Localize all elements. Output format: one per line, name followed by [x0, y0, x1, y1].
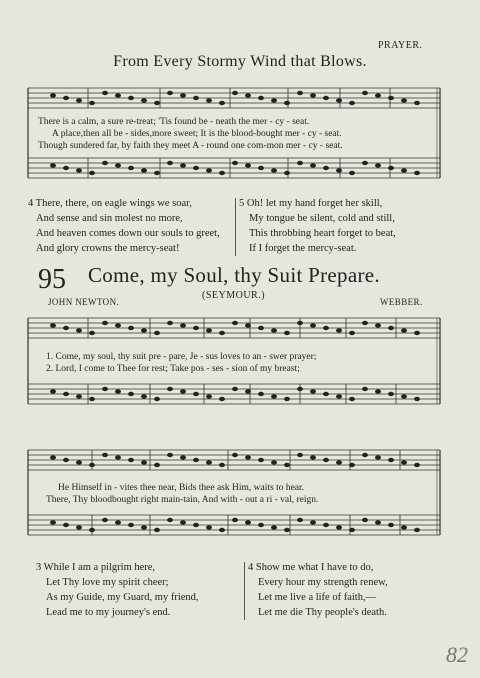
- note-head: [414, 397, 420, 401]
- note-head: [180, 93, 186, 97]
- note-head: [128, 326, 134, 330]
- note-head: [115, 323, 121, 327]
- note-head: [206, 525, 212, 529]
- page-label: PRAYER.: [378, 40, 423, 51]
- page-number: 82: [446, 642, 468, 667]
- stanza-line: As my Guide, my Guard, my friend,: [46, 592, 199, 603]
- note-head: [141, 394, 147, 398]
- note-head: [323, 458, 329, 462]
- note-head: [76, 98, 82, 102]
- note-head: [193, 523, 199, 527]
- note-head: [336, 328, 342, 332]
- stanza-line: Lead me to my journey's end.: [46, 607, 171, 618]
- note-head: [206, 328, 212, 332]
- note-head: [362, 387, 368, 391]
- note-head: [284, 528, 290, 532]
- note-head: [206, 168, 212, 172]
- note-head: [336, 460, 342, 464]
- note-head: [232, 161, 238, 165]
- note-head: [388, 326, 394, 330]
- note-head: [271, 525, 277, 529]
- note-head: [310, 323, 316, 327]
- note-head: [284, 101, 290, 105]
- note-head: [154, 397, 160, 401]
- note-head: [115, 455, 121, 459]
- note-head: [167, 387, 173, 391]
- stanza-4b: [248, 560, 388, 620]
- note-head: [102, 387, 108, 391]
- note-head: [76, 460, 82, 464]
- note-head: [128, 523, 134, 527]
- lyric-line: 1. Come, my soul, thy suit pre - pare, Je - sus loves to an - swer prayer;: [46, 352, 317, 362]
- note-head: [310, 163, 316, 167]
- note-head: [193, 392, 199, 396]
- note-head: [336, 98, 342, 102]
- note-head: [401, 328, 407, 332]
- note-head: [219, 397, 225, 401]
- note-head: [63, 96, 69, 100]
- note-head: [102, 453, 108, 457]
- note-head: [76, 168, 82, 172]
- stanza-line: My tongue be silent, cold and still,: [249, 213, 395, 224]
- note-head: [50, 163, 56, 167]
- note-head: [232, 387, 238, 391]
- note-head: [271, 98, 277, 102]
- note-head: [232, 321, 238, 325]
- note-head: [154, 171, 160, 175]
- note-head: [245, 163, 251, 167]
- note-head: [323, 523, 329, 527]
- note-head: [167, 321, 173, 325]
- note-head: [258, 166, 264, 170]
- note-head: [154, 331, 160, 335]
- note-head: [89, 528, 95, 532]
- note-head: [297, 91, 303, 95]
- note-head: [154, 101, 160, 105]
- note-head: [375, 93, 381, 97]
- lyric-line: 2. Lord, I come to Thee for rest; Take pos - ses - sion of my breast;: [46, 364, 300, 374]
- note-head: [193, 458, 199, 462]
- note-head: [115, 520, 121, 524]
- lyric-line: Though sundered far, by faith they meet A - round one com-mon mer - cy - seat.: [38, 141, 343, 151]
- note-head: [102, 518, 108, 522]
- note-head: [245, 455, 251, 459]
- note-head: [258, 392, 264, 396]
- note-head: [193, 166, 199, 170]
- note-head: [375, 389, 381, 393]
- note-head: [349, 463, 355, 467]
- note-head: [310, 520, 316, 524]
- note-head: [388, 166, 394, 170]
- note-head: [271, 394, 277, 398]
- note-head: [128, 392, 134, 396]
- stanza-line: This throbbing heart forget to beat,: [249, 228, 396, 239]
- note-head: [180, 163, 186, 167]
- author: JOHN NEWTON.: [48, 297, 120, 307]
- stanza-line: 3 While I am a pilgrim here,: [36, 562, 156, 573]
- note-head: [375, 163, 381, 167]
- stanza-line: And glory crowns the mercy-seat!: [36, 243, 180, 254]
- note-head: [323, 392, 329, 396]
- note-head: [76, 328, 82, 332]
- note-head: [349, 331, 355, 335]
- note-head: [349, 528, 355, 532]
- note-head: [388, 96, 394, 100]
- note-head: [193, 96, 199, 100]
- note-head: [414, 101, 420, 105]
- note-head: [284, 331, 290, 335]
- note-head: [141, 98, 147, 102]
- note-head: [245, 389, 251, 393]
- note-head: [297, 518, 303, 522]
- note-head: [206, 394, 212, 398]
- note-head: [362, 161, 368, 165]
- hymn-title: Come, my Soul, thy Suit Prepare.: [88, 263, 380, 287]
- note-head: [219, 101, 225, 105]
- note-head: [141, 328, 147, 332]
- note-head: [297, 453, 303, 457]
- note-head: [206, 460, 212, 464]
- note-head: [206, 98, 212, 102]
- note-head: [323, 326, 329, 330]
- note-head: [89, 171, 95, 175]
- note-head: [102, 321, 108, 325]
- note-head: [128, 458, 134, 462]
- note-head: [63, 166, 69, 170]
- note-head: [258, 96, 264, 100]
- note-head: [375, 455, 381, 459]
- note-head: [63, 458, 69, 462]
- stanza-line: Let me live a life of faith,—: [258, 592, 377, 603]
- note-head: [284, 397, 290, 401]
- note-head: [50, 323, 56, 327]
- note-head: [167, 91, 173, 95]
- note-head: [414, 331, 420, 335]
- note-head: [349, 397, 355, 401]
- stanza-line: Let me die Thy people's death.: [258, 607, 387, 618]
- note-head: [284, 171, 290, 175]
- stanza-line: Let Thy love my spirit cheer;: [46, 577, 169, 588]
- note-head: [297, 321, 303, 325]
- note-head: [141, 168, 147, 172]
- note-head: [76, 394, 82, 398]
- divider: [244, 562, 245, 620]
- note-head: [219, 528, 225, 532]
- note-head: [349, 171, 355, 175]
- lyric-line: There is a calm, a sure re-treat; 'Tis found be - neath the mer - cy - seat.: [38, 117, 310, 127]
- note-head: [219, 463, 225, 467]
- note-head: [50, 520, 56, 524]
- stanza-line: 5 Oh! let my hand forget her skill,: [239, 198, 383, 209]
- note-head: [258, 458, 264, 462]
- note-head: [128, 96, 134, 100]
- note-head: [180, 389, 186, 393]
- lyric-line: A place,then all be - sides,more sweet; It is the blood-bought mer - cy - seat.: [52, 129, 342, 139]
- note-head: [271, 168, 277, 172]
- note-head: [167, 161, 173, 165]
- stanza-line: And heaven comes down our souls to greet,: [36, 228, 220, 239]
- stanza-3: [36, 560, 199, 620]
- note-head: [180, 455, 186, 459]
- note-head: [336, 525, 342, 529]
- note-head: [232, 518, 238, 522]
- note-head: [193, 326, 199, 330]
- note-head: [167, 453, 173, 457]
- stanza-line: And sense and sin molest no more,: [36, 213, 183, 224]
- note-head: [297, 387, 303, 391]
- note-head: [297, 161, 303, 165]
- note-head: [141, 525, 147, 529]
- note-head: [232, 91, 238, 95]
- note-head: [245, 93, 251, 97]
- note-head: [89, 331, 95, 335]
- note-head: [180, 520, 186, 524]
- note-head: [414, 528, 420, 532]
- note-head: [323, 166, 329, 170]
- note-head: [115, 163, 121, 167]
- note-head: [284, 463, 290, 467]
- note-head: [89, 397, 95, 401]
- note-head: [219, 171, 225, 175]
- stanza-line: If I forget the mercy-seat.: [249, 243, 357, 254]
- note-head: [102, 161, 108, 165]
- note-head: [50, 455, 56, 459]
- note-head: [362, 321, 368, 325]
- lyric-line: There, Thy bloodbought right main-tain, And with - out a ri - val, reign.: [46, 495, 319, 505]
- note-head: [401, 98, 407, 102]
- note-head: [63, 392, 69, 396]
- note-head: [310, 389, 316, 393]
- note-head: [245, 520, 251, 524]
- note-head: [401, 394, 407, 398]
- note-head: [63, 326, 69, 330]
- note-head: [76, 525, 82, 529]
- note-head: [362, 453, 368, 457]
- note-head: [362, 518, 368, 522]
- note-head: [180, 323, 186, 327]
- note-head: [336, 394, 342, 398]
- stanza-4: [28, 196, 220, 256]
- note-head: [258, 523, 264, 527]
- note-head: [388, 392, 394, 396]
- note-head: [154, 528, 160, 532]
- stanza-5: [239, 196, 396, 256]
- stanza-line: Every hour my strength renew,: [258, 577, 388, 588]
- hymn-number: 95: [38, 264, 66, 295]
- note-head: [258, 326, 264, 330]
- note-head: [362, 91, 368, 95]
- note-head: [414, 171, 420, 175]
- note-head: [401, 525, 407, 529]
- note-head: [245, 323, 251, 327]
- note-head: [102, 91, 108, 95]
- stanza-line: 4 Show me what I have to do,: [248, 562, 374, 573]
- note-head: [50, 389, 56, 393]
- note-head: [401, 168, 407, 172]
- note-head: [154, 463, 160, 467]
- note-head: [349, 101, 355, 105]
- composer: WEBBER.: [380, 297, 423, 307]
- divider: [235, 198, 236, 256]
- note-head: [232, 453, 238, 457]
- note-head: [375, 520, 381, 524]
- note-head: [128, 166, 134, 170]
- note-head: [323, 96, 329, 100]
- note-head: [115, 93, 121, 97]
- note-head: [115, 389, 121, 393]
- note-head: [141, 460, 147, 464]
- note-head: [375, 323, 381, 327]
- lyric-line: He Himself in - vites thee near, Bids thee ask Him, waits to hear.: [58, 483, 305, 493]
- note-head: [89, 101, 95, 105]
- note-head: [271, 460, 277, 464]
- note-head: [388, 458, 394, 462]
- note-head: [89, 463, 95, 467]
- note-head: [219, 331, 225, 335]
- note-head: [63, 523, 69, 527]
- note-head: [388, 523, 394, 527]
- note-head: [336, 168, 342, 172]
- note-head: [271, 328, 277, 332]
- note-head: [167, 518, 173, 522]
- stanza-line: 4 There, there, on eagle wings we soar,: [28, 198, 192, 209]
- note-head: [50, 93, 56, 97]
- tune-name: (SEYMOUR.): [202, 290, 266, 301]
- note-head: [414, 463, 420, 467]
- note-head: [310, 93, 316, 97]
- note-head: [310, 455, 316, 459]
- note-head: [401, 460, 407, 464]
- hymn-title: From Every Stormy Wind that Blows.: [113, 53, 367, 70]
